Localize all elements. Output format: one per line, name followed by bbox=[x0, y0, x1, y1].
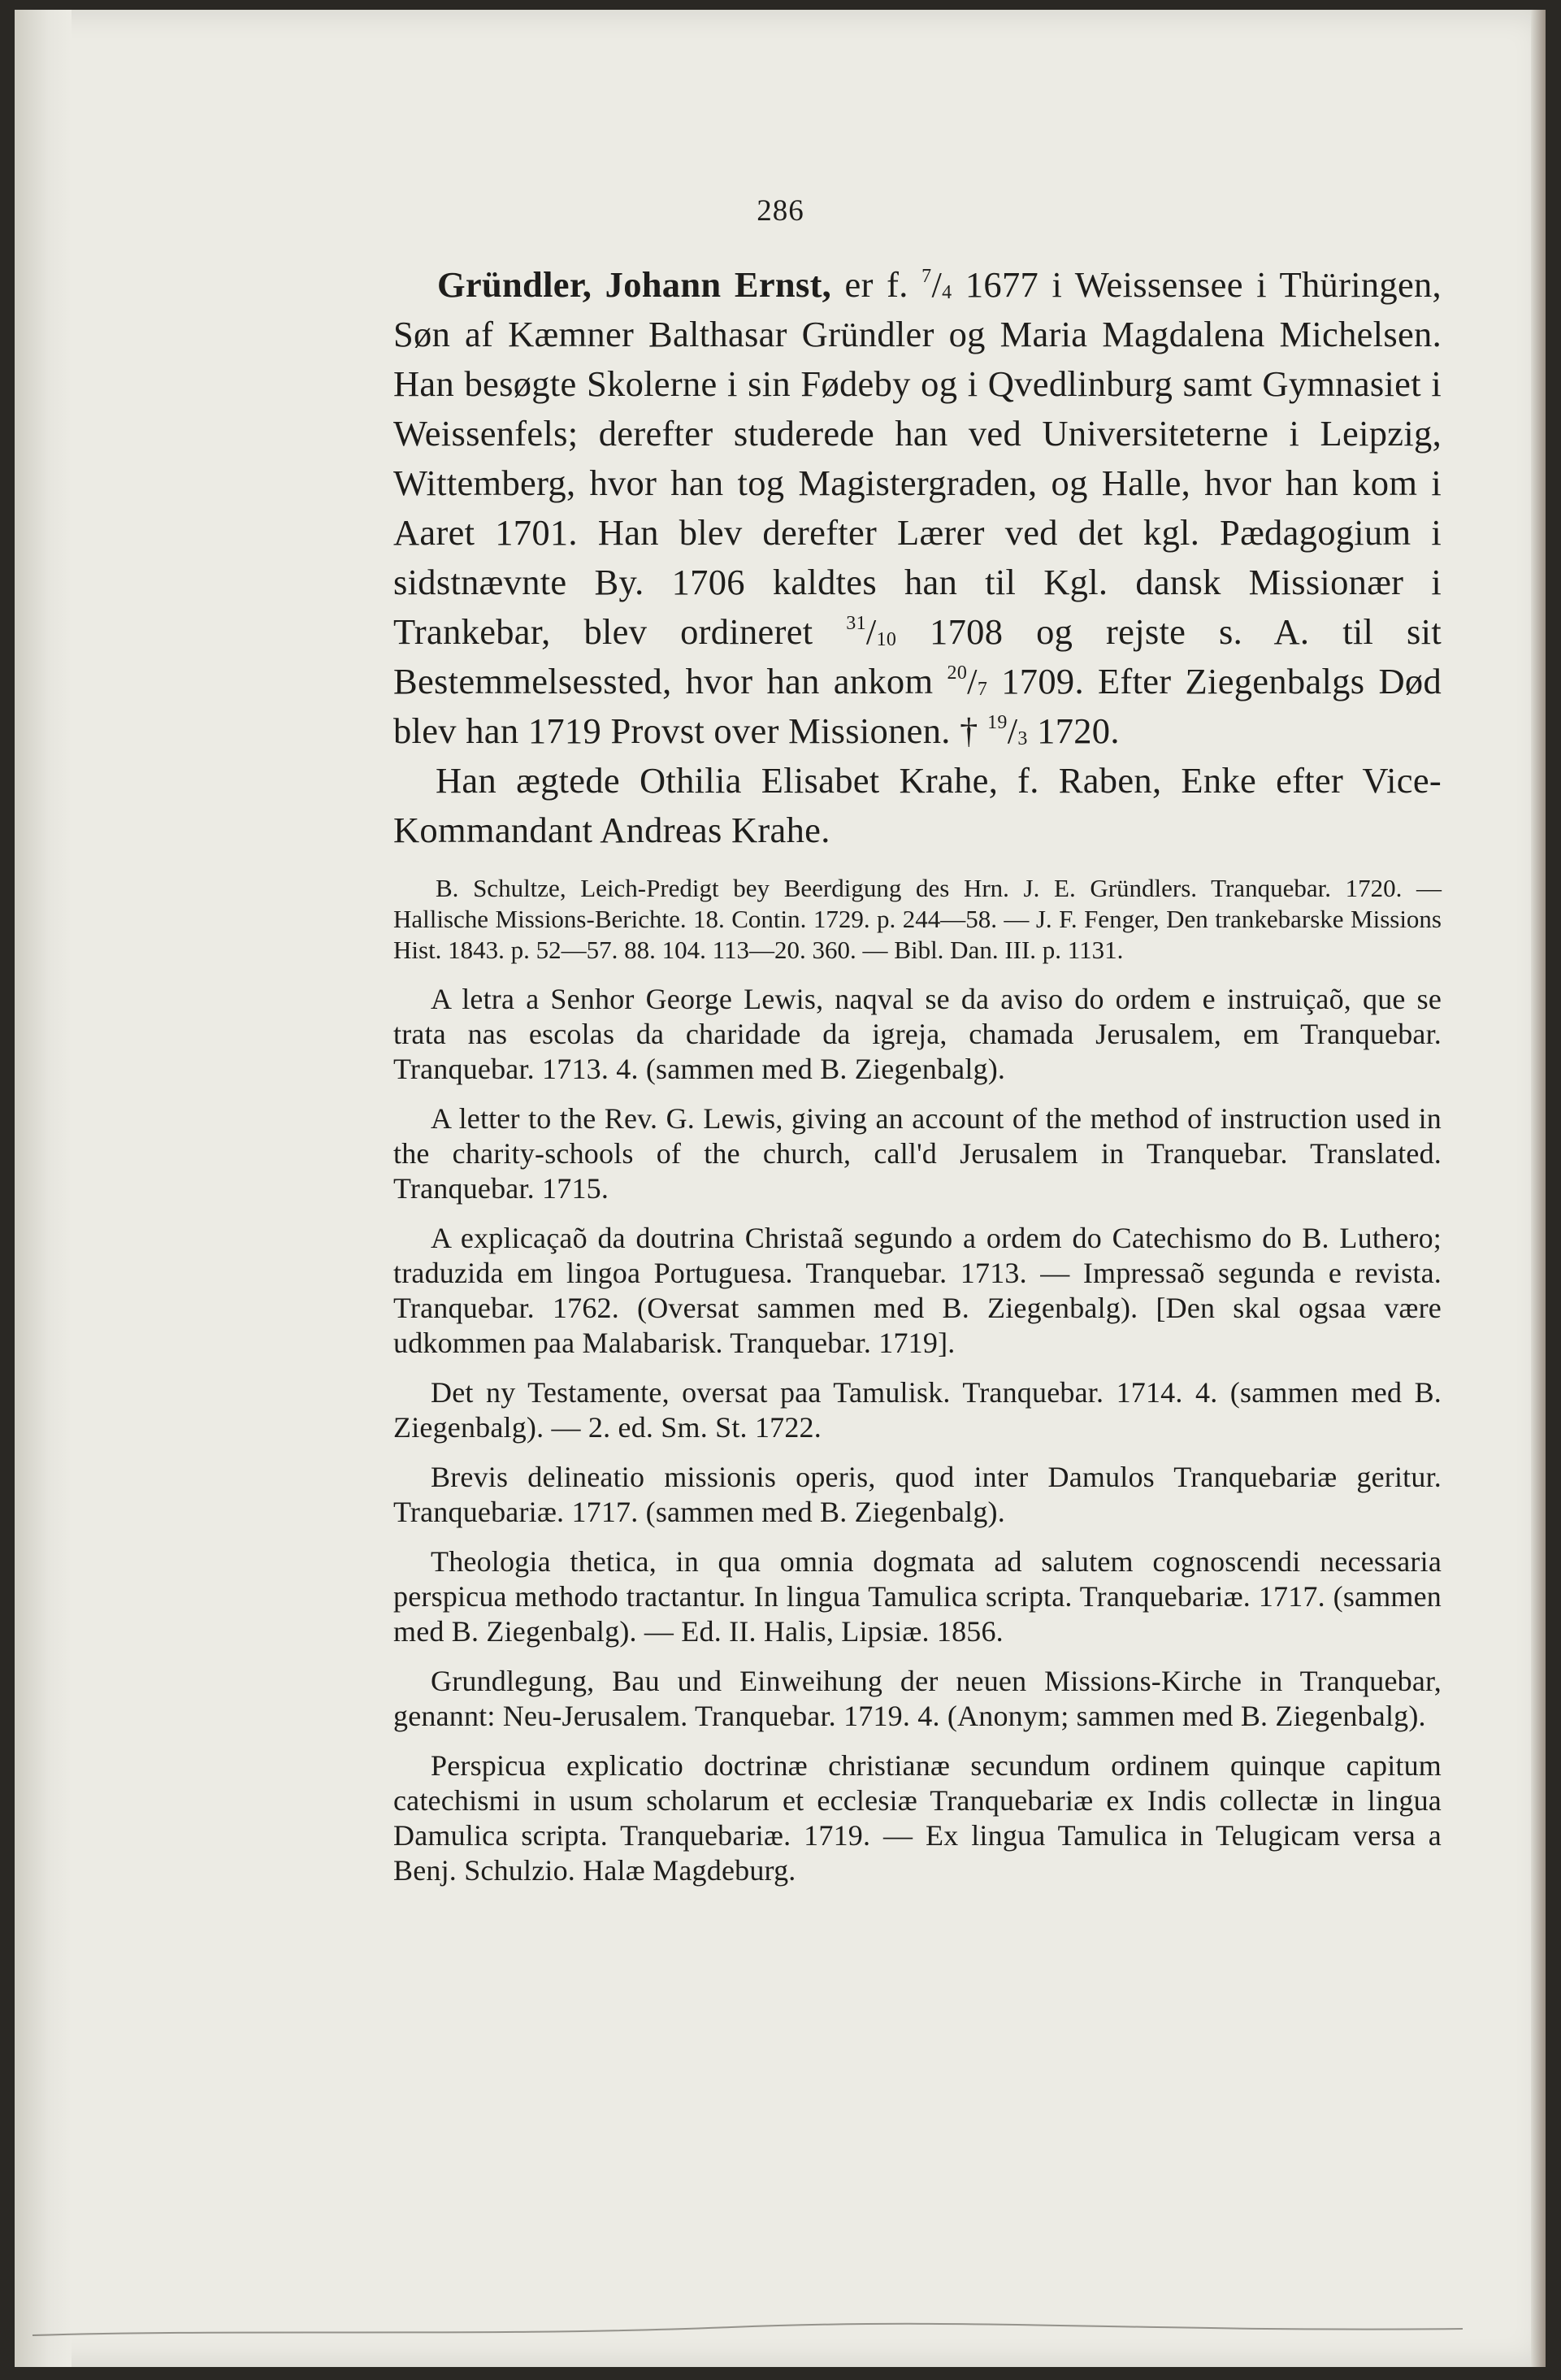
arrival-date-month: 7 bbox=[977, 679, 988, 700]
work-item: Grundlegung, Bau und Einweihung der neuen Missions-Kirche in Tranquebar, genannt: Neu-Jerusalem. Tranquebar. 1719. 4. (Anonym; sammen med B. Ziegenbalg). bbox=[393, 1665, 1442, 1732]
page-number: 286 bbox=[757, 194, 804, 228]
arrival-text: 1709. Efter Ziegenbalgs Død blev han 1719 Provst over Missionen. bbox=[393, 661, 1442, 751]
references bbox=[393, 873, 1442, 966]
pencil-scratch-mark bbox=[0, 2313, 1561, 2345]
birth-prefix: er f. bbox=[844, 264, 908, 305]
page-right-edge bbox=[1531, 10, 1546, 2367]
biography-paragraph: Gründler, Johann Ernst, er f. $^7/_4$ 1677 i Weissensee i Thüringen, Søn af Kæmner Balthasar Gründler og Maria Magdalena Michelsen. Han besøgte Skolerne i sin Fødeby og i Qvedlinburg samt Gymnasiet i Weissenfels; derefter studerede han ved Universiteterne i Leipzig, Wittemberg, hvor han tog Magistergraden, og Halle, hvor han kom i Aaret 1701. Han blev derefter Lærer ved det kgl. Pædagogium i sidstnævnte By. 1706 kaldtes han til Kgl. dansk Missionær i Trankebar, blev ordineret $^{31}/_{10}$ 1708 og rejste s. A. til sit Bestemmelsessted, hvor han ankom $^{20}/_7$ 1709. Efter Ziegenbalgs Død blev han 1719 Provst over Missionen. † $^{19}/_3$ 1720. bbox=[393, 264, 1442, 751]
death-date-day: 19 bbox=[987, 712, 1008, 733]
entry-heading: Gründler, Johann Ernst, bbox=[437, 264, 832, 305]
ordination-date-day: 31 bbox=[846, 613, 866, 634]
work-item: Brevis delineatio missionis operis, quod inter Damulos Tranquebariæ geritur. Tranquebariæ. 1717. (sammen med B. Ziegenbalg). bbox=[393, 1461, 1442, 1528]
arrival-date-day: 20 bbox=[947, 662, 968, 684]
biography-entry bbox=[393, 260, 1442, 855]
work-item: Det ny Testamente, oversat paa Tamulisk. Tranquebar. 1714. 4. (sammen med B. Ziegenbalg). — 2. ed. Sm. St. 1722. bbox=[393, 1376, 1442, 1444]
work-item: Perspicua explicatio doctrinæ christianæ secundum ordinem quinque capitum catechismi in usum scholarum et ecclesiæ Tranquebariæ ex Indis collectæ in lingua Damulica scripta. Tranquebariæ. 1719. — Ex lingua Tamulica in Telugicam versa a Benj. Schulzio. Halæ Magdeburg. bbox=[393, 1749, 1442, 1887]
work-item: Theologia thetica, in qua omnia dogmata ad salutem cognoscendi necessaria perspicua methodo tractantur. In lingua Tamulica scripta. Tranquebariæ. 1717. (sammen med B. Ziegenbalg). — Ed. II. Halis, Lipsiæ. 1856. bbox=[393, 1545, 1442, 1648]
ordination-text: 1708 og rejste s. A. til sit Bestemmelsessted, hvor han ankom bbox=[393, 611, 1442, 701]
biography-text: 1677 i Weissensee i Thüringen, Søn af Kæmner Balthasar Gründler og Maria Magdalena Michelsen. Han besøgte Skolerne i sin Fødeby og i Qvedlinburg samt Gymnasiet i Weissenfels; derefter studerede han ved Universiteterne i Leipzig, Wittemberg, hvor han tog Magistergraden, og Halle, hvor han kom i Aaret 1701. Han blev derefter Lærer ved det kgl. Pædagogium i sidstnævnte By. 1706 kaldtes han til Kgl. dansk Missionær i Trankebar, blev ordineret bbox=[393, 264, 1442, 652]
death-year: 1720. bbox=[1037, 710, 1120, 751]
death-mark: † bbox=[960, 710, 978, 751]
references-text: B. Schultze, Leich-Predigt bey Beerdigung des Hrn. J. E. Gründlers. Tranquebar. 1720. — Hallische Missions-Berichte. 18. Contin. 1729. p. 244—58. — J. F. Fenger, Den trankebarske Missions Hist. 1843. p. 52—57. 88. 104. 113—20. 360. — Bibl. Dan. III. p. 1131. bbox=[393, 874, 1442, 964]
marriage-paragraph: Han ægtede Othilia Elisabet Krahe, f. Raben, Enke efter Vice-Kommandant Andreas Krahe. bbox=[393, 760, 1442, 850]
work-item: A explicaçaõ da doutrina Christaã segundo a ordem do Catechismo do B. Luthero; traduzida em lingoa Portuguesa. Tranquebar. 1713. — Impressaõ segunda e revista. Tranquebar. 1762. (Oversat sammen med B. Ziegenbalg). [Den skal ogsaa være udkommen paa Malabarisk. Tranquebar. 1719]. bbox=[393, 1222, 1442, 1359]
page-left-edge bbox=[15, 10, 72, 2367]
birth-date-month: 4 bbox=[942, 282, 952, 303]
ordination-date-month: 10 bbox=[876, 629, 897, 650]
works-list bbox=[393, 982, 1442, 1888]
work-item: A letra a Senhor George Lewis, naqval se da aviso do ordem e instruiçaõ, que se trata nas escolas da charidade da igreja, chamada Jerusalem, em Tranquebar. Tranquebar. 1713. 4. (sammen med B. Ziegenbalg). bbox=[393, 983, 1442, 1085]
death-date-month: 3 bbox=[1017, 728, 1028, 749]
text-block bbox=[393, 260, 1442, 1903]
birth-date-day: 7 bbox=[921, 266, 932, 287]
work-item: A letter to the Rev. G. Lewis, giving an account of the method of instruction used in the charity-schools of the church, call'd Jerusalem in Tranquebar. Translated. Tranquebar. 1715. bbox=[393, 1102, 1442, 1205]
